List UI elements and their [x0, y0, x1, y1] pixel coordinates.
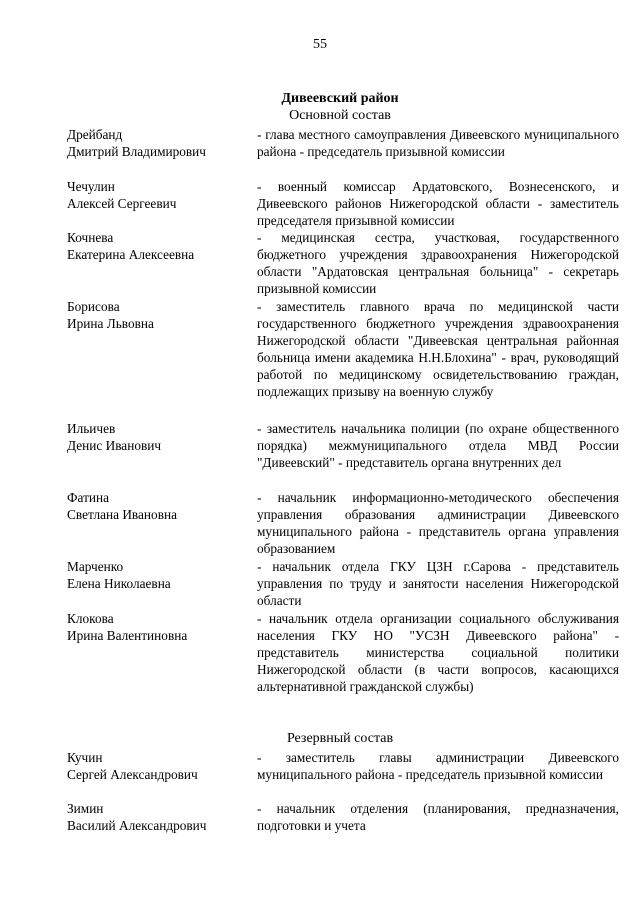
member-surname: Кучин [67, 750, 103, 765]
main-section-title: Основной состав [289, 108, 391, 123]
member-given-names: Екатерина Алексеевна [67, 247, 195, 262]
member-surname: Клокова [67, 611, 114, 626]
member-role: - заместитель начальника полиции (по охране общественного порядка) межмуниципального отдела МВД России "Дивеевский" - представитель органа внутренних дел [257, 421, 619, 470]
member-role: - начальник информационно-методического обеспечения управления образования администрации Дивеевского муниципального района - представитель органа управления образованием [257, 490, 619, 556]
member-given-names: Елена Николаевна [67, 576, 171, 591]
member-surname: Марченко [67, 559, 124, 574]
member-name [67, 229, 252, 263]
member-surname: Зимин [67, 801, 104, 816]
member-role: - начальник отдела организации социального обслуживания населения ГКУ НО "УСЗН Дивеевского района" - представитель министерства социальной политики Нижегородской области (в части вопросов, касающихся альтернативной гражданской службы) [257, 611, 619, 694]
member-name [67, 800, 252, 834]
member-given-names: Василий Александрович [67, 818, 207, 833]
member-role: - начальник отделения (планирования, предназначения, подготовки и учета [257, 801, 619, 833]
reserve-section-title: Резервный состав [286, 731, 394, 746]
page-number: 55 [313, 37, 327, 52]
member-surname: Борисова [67, 299, 120, 314]
member-role: - начальник отдела ГКУ ЦЗН г.Сарова - представитель управления по труду и занятости населения Нижегородской области [257, 559, 619, 608]
member-surname: Кочнева [67, 230, 114, 245]
member-given-names: Светлана Ивановна [67, 507, 177, 522]
member-name [67, 749, 252, 783]
member-surname: Ильичев [67, 421, 116, 436]
member-role: - глава местного самоуправления Дивеевского муниципального района - председатель призывной комиссии [257, 127, 619, 159]
member-name [67, 610, 252, 644]
member-surname: Дрейбанд [67, 127, 123, 142]
member-role: - медицинская сестра, участковая, государственного бюджетного учреждения здравоохранения Нижегородской области "Ардатовская центральная больница" - секретарь призывной комиссии [257, 230, 619, 296]
member-name [67, 558, 252, 592]
member-name [67, 298, 252, 332]
member-name [67, 178, 252, 212]
member-surname: Фатина [67, 490, 110, 505]
district-title: Дивеевский район [281, 91, 399, 106]
member-role: - заместитель главного врача по медицинской части государственного бюджетного учреждения здравоохранения Нижегородской области "Дивеевская центральная районная больница имени академика Н.Н.Блохина" - врач, руководящий работой по медицинскому освидетельствованию граждан, подлежащих призыву на военную службу [257, 299, 619, 399]
member-name [67, 489, 252, 523]
member-given-names: Дмитрий Владимирович [67, 144, 206, 159]
member-role: - заместитель главы администрации Дивеевского муниципального района - председатель призывной комиссии [257, 750, 619, 782]
member-name [67, 126, 252, 160]
member-given-names: Сергей Александрович [67, 767, 198, 782]
member-role: - военный комиссар Ардатовского, Вознесенского, и Дивеевского районов Нижегородской области - заместитель председателя призывной комиссии [257, 179, 619, 228]
member-given-names: Ирина Львовна [67, 316, 154, 331]
member-given-names: Денис Иванович [67, 438, 162, 453]
member-given-names: Алексей Сергеевич [67, 196, 177, 211]
member-surname: Чечулин [67, 179, 115, 194]
member-given-names: Ирина Валентиновна [67, 628, 188, 643]
member-name [67, 420, 252, 454]
